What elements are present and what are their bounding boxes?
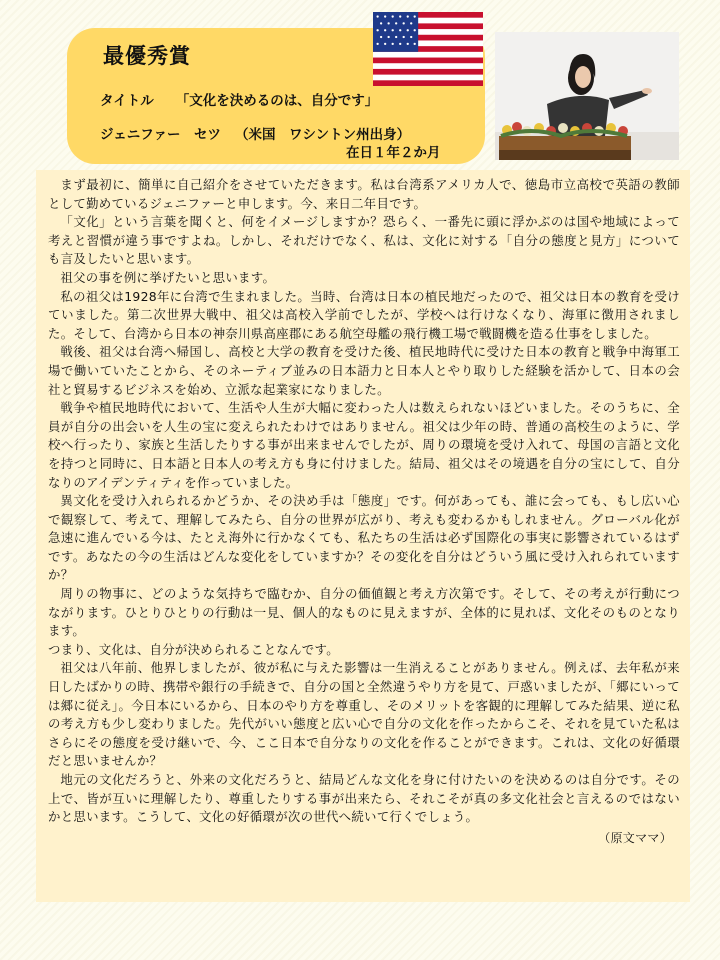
author-name: ジェニファー セツ xyxy=(100,127,221,143)
author-origin: （米国 ワシントン州出身） xyxy=(234,127,411,143)
essay-paragraph: 祖父は八年前、他界しましたが、彼が私に与えた影響は一生消えることがありません。例えば、去年私が来日したばかりの時、携帯や銀行の手続きで、自分の国と全然違うやり方を見て、戸惑いましたが、「郷にいっては郷に従え」。今日本にいるから、日本のやり方を尊重し、そのメリットを客観的に理解してみた結果、逆に私の考え方も少し変わりました。先代がいい態度と広い心で自分の文化を作ったからこそ、それを見ていた私はさらにその態度を受け継いで、今、ここ日本で自分なりの文化を作ることができます。これは、文化の好循環だと思いませんか？ xyxy=(48,660,680,769)
essay-title-line xyxy=(100,89,378,109)
essay-paragraph: 周りの物事に、どのような気持ちで臨むか、自分の価値観と考え方次第です。そして、その考えが行動につながります。ひとりひとりの行動は一見、個人的なものに見えますが、全体的に見れば、文化そのものとなります。 xyxy=(48,586,680,639)
us-flag-icon xyxy=(373,12,483,86)
essay-paragraph: 戦後、祖父は台湾へ帰国し、高校と大学の教育を受けた後、植民地時代に受けた日本の教育と戦争中海軍工場で働いていたことから、そのネーティブ並みの日本語力と日本人とやり取りした経験を活かして、日本の会社と貿易するビジネスを始め、立派な起業家になりました。 xyxy=(48,344,680,397)
essay-paragraph: 地元の文化だろうと、外来の文化だろうと、結局どんな文化を身に付けたいのを決めるのは自分です。その上で、皆が互いに理解したり、尊重したりする事が出来たら、それこそが真の多文化社会と言えるのではないかと思います。こうして、文化の好循環が次の世代へ続いて行くでしょう。 xyxy=(48,772,680,825)
essay-paragraph: まず最初に、簡単に自己紹介をさせていただきます。私は台湾系アメリカ人で、徳島市立高校で英語の教師として勤めているジェニファーと申します。今、来日二年目です。 xyxy=(48,177,680,211)
stay-duration: 在日１年２か月 xyxy=(346,145,441,161)
award-title: 最優秀賞 xyxy=(103,44,191,68)
title-label: タイトル xyxy=(100,93,154,109)
essay-paragraph: 異文化を受け入れられるかどうか、その決め手は「態度」です。何があっても、誰に会っても、もし広い心で観察して、考えて、理解してみたら、自分の世界が広がり、考えも変わるかもしれません。グローバル化が急速に進んでいる今は、たとえ海外に行かなくても、私たちの生活は必ず国際化の事実に影響されているはずです。あなたの今の生活はどんな変化をしていますか？その変化を自分はどういう風に受け入れられていますか？ xyxy=(48,493,680,583)
essay-paragraph: 祖父の事を例に挙げたいと思います。 xyxy=(60,269,276,285)
essay-paragraph: つまり、文化は、自分が決められることなんです。 xyxy=(48,641,339,657)
original-text-note: （原文ママ） xyxy=(598,830,672,845)
essay-body xyxy=(36,170,690,902)
speaker-photo xyxy=(495,32,679,160)
essay-paragraph: 私の祖父は1928年に台湾で生まれました。当時、台湾は日本の植民地だったので、祖父は日本の教育を受けていました。第二次世界大戦中、祖父は高校入学前でしたが、学校へは行けなくなり、海軍に徴用されました。そして、台湾から日本の神奈川県高座郡にある航空母艦の飛行機工場で戦闘機を造る仕事をしました。 xyxy=(48,288,680,341)
essay-paragraph: 戦争や植民地時代において、生活や人生が大幅に変わった人は数えられないほどいました。そのうちに、全員が自分の出会いを人生の宝に変えられたわけではありません。祖父は少年の時、普通の高校生のように、学校へ行ったり、家族と生活したりする事が出来ませんでしたが、周りの環境を受け入れて、母国の言語と文化を持つと同時に、日本語と日本人の考え方も身に付けました。結局、祖父はその境遇を自分の宝にして、自分なりのアイデンティティを作っていました。 xyxy=(48,400,680,490)
author-line xyxy=(100,123,410,143)
essay-title: 「文化を決めるのは、自分です」 xyxy=(175,93,379,109)
essay-paragraph: 「文化」という言葉を聞くと、何をイメージしますか？恐らく、一番先に頭に浮かぶのは国や地域によって考えと習慣が違う事ですよね。しかし、それだけでなく、私は、文化に対する「自分の態度と見方」についても言及したいと思います。 xyxy=(48,214,680,267)
